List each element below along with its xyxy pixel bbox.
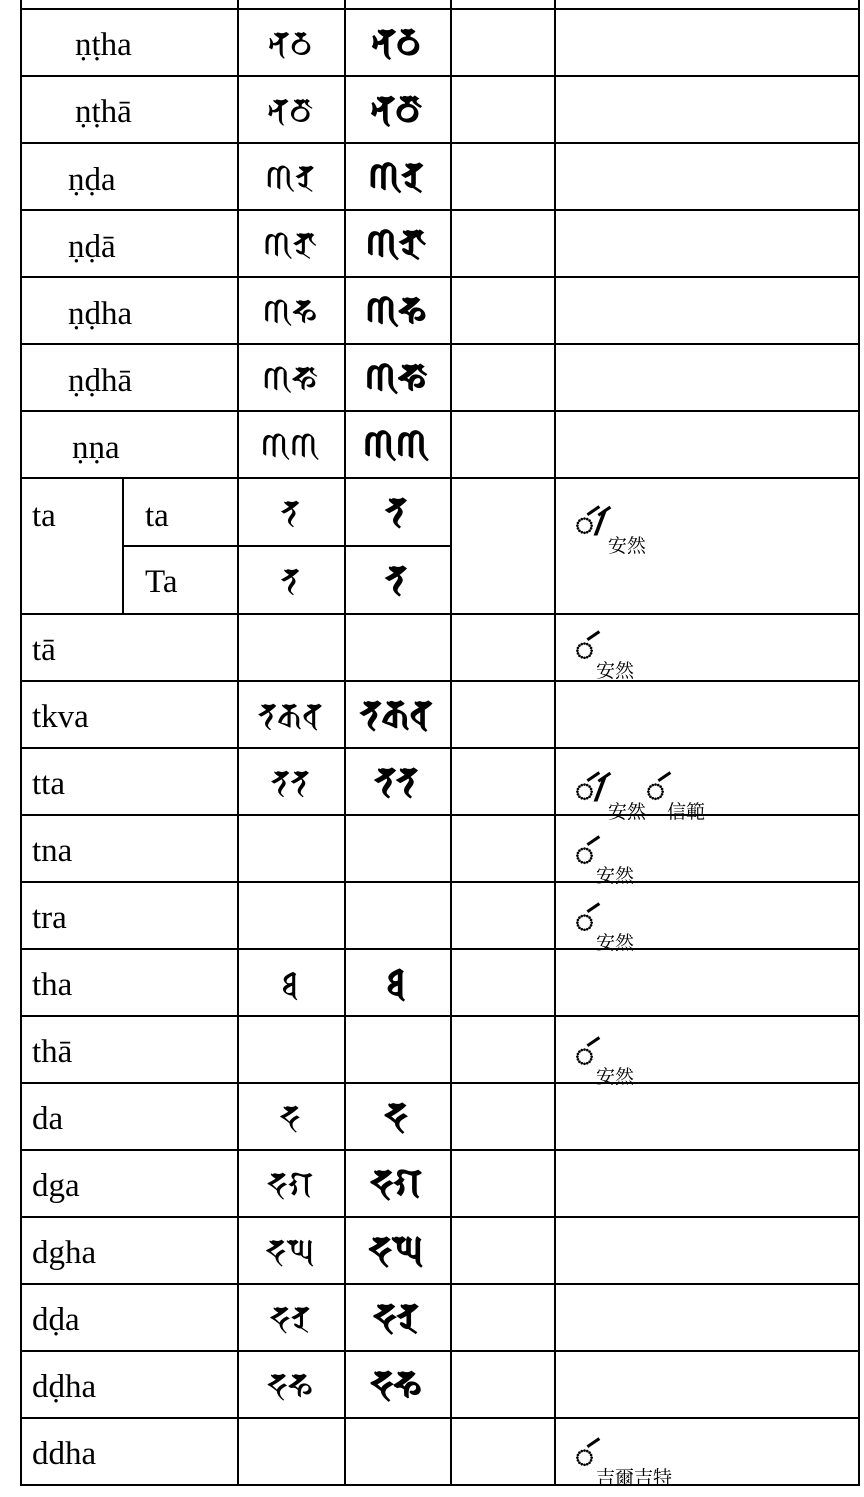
siddham-light-glyph: 𑖟𑖚 [269, 1299, 311, 1339]
row-label: dgha [32, 1235, 97, 1271]
variant-note [575, 897, 634, 962]
siddham-bold-glyph: 𑖟𑖛 [370, 1361, 422, 1406]
siddham-bold-glyph: 𑖜𑖛𑖯 [365, 354, 427, 399]
siddham-bold-glyph: 𑖜𑖛 [365, 287, 427, 332]
siddham-glyph-icon: ꦂ [575, 902, 595, 940]
row-label: tā [32, 632, 56, 668]
siddham-glyph-icon: ꦂ [575, 835, 595, 873]
variant-note [575, 625, 634, 690]
row-label: ṇṭha [75, 27, 132, 63]
variant-note [575, 500, 646, 565]
row-sublabel: ta [145, 498, 169, 534]
siddham-light-glyph: 𑖡𑖙𑖯 [267, 91, 313, 131]
siddham-bold-glyph: 𑖟𑖚 [373, 1294, 419, 1339]
row-label: ṇḍha [68, 296, 133, 332]
siddham-bold-glyph: 𑖞 [386, 959, 406, 1004]
siddham-light-glyph: 𑖜𑖚𑖯 [263, 225, 317, 265]
siddham-bold-glyph: 𑖝 [385, 556, 407, 601]
siddham-glyph-icon: ꦂ/ꦂ [575, 771, 606, 809]
source-label: 安然 [596, 1066, 635, 1089]
siddham-bold-glyph: 𑖡𑖙 [371, 19, 421, 64]
siddham-light-glyph: 𑖜𑖛𑖯 [262, 359, 318, 399]
siddham-light-glyph: 𑖜𑖚 [265, 158, 315, 198]
siddham-glyph-icon: ꦂ [645, 771, 665, 809]
row-label: ṇṇa [72, 430, 120, 466]
source-label: 信範 [666, 801, 705, 824]
row-label: ṇḍa [68, 162, 116, 198]
siddham-light-glyph: 𑖝𑖝 [270, 763, 310, 803]
siddham-bold-glyph: 𑖟 [384, 1093, 408, 1138]
siddham-light-glyph: 𑖞 [281, 964, 299, 1004]
siddham-bold-glyph: 𑖜𑖚𑖯 [365, 220, 427, 265]
siddham-bold-glyph: 𑖝 [385, 488, 407, 533]
row-label: da [32, 1101, 64, 1137]
variant-note [575, 830, 634, 895]
siddham-bold-glyph: 𑖝𑖎𑖪 [359, 691, 433, 736]
source-label: 安然 [596, 932, 635, 955]
siddham-light-glyph: 𑖝 [280, 493, 300, 533]
row-label: ṇḍā [68, 229, 116, 265]
row-label: tha [32, 967, 73, 1003]
source-label: 安然 [596, 865, 635, 888]
siddham-bold-glyph: 𑖟𑖑 [368, 1227, 424, 1272]
source-label: 安然 [607, 801, 646, 824]
row-label: tra [32, 900, 67, 936]
row-label: ddha [32, 1436, 97, 1472]
siddham-glyph-icon: ꦂ [575, 1036, 595, 1074]
siddham-light-glyph: 𑖟 [279, 1098, 301, 1138]
row-label: dḍha [32, 1369, 97, 1405]
siddham-light-glyph: 𑖜𑖜 [260, 426, 320, 466]
siddham-bold-glyph: 𑖡𑖙𑖯 [370, 86, 422, 131]
row-label: dga [32, 1168, 80, 1204]
source-label: 吉爾吉特 [596, 1467, 673, 1490]
row-label: tkva [32, 699, 89, 735]
row-label: tta [32, 766, 65, 802]
row-label: ṇḍhā [68, 363, 133, 399]
siddham-light-glyph: 𑖜𑖛 [262, 292, 318, 332]
siddham-light-glyph: 𑖝𑖎𑖪 [257, 696, 323, 736]
siddham-bold-glyph: 𑖜𑖚 [368, 153, 424, 198]
variant-note [575, 1432, 672, 1497]
variant-note [575, 1031, 634, 1096]
row-label: dḍa [32, 1302, 80, 1338]
row-label: tna [32, 833, 73, 869]
row-label: thā [32, 1034, 73, 1070]
siddham-light-glyph: 𑖟𑖐 [266, 1165, 314, 1205]
source-label: 安然 [596, 660, 635, 683]
siddham-light-glyph: 𑖡𑖙 [267, 24, 313, 64]
siddham-bold-glyph: 𑖝𑖝 [374, 758, 418, 803]
row-sublabel: Ta [145, 564, 178, 600]
siddham-bold-glyph: 𑖜𑖜 [363, 421, 429, 466]
siddham-light-glyph: 𑖟𑖛 [267, 1366, 313, 1406]
row-label: ta [32, 498, 56, 534]
siddham-glyph-icon: ꦂ [575, 1437, 595, 1475]
variant-note [575, 766, 705, 831]
siddham-light-glyph: 𑖟𑖑 [265, 1232, 315, 1272]
siddham-bold-glyph: 𑖟𑖐 [370, 1160, 422, 1205]
row-label: ṇṭhā [75, 94, 132, 130]
siddham-glyph-icon: ꦂ [575, 630, 595, 668]
siddham-glyph-icon: ꦂ/ꦂ [575, 505, 606, 543]
source-label: 安然 [607, 535, 646, 558]
siddham-light-glyph: 𑖝 [280, 561, 300, 601]
